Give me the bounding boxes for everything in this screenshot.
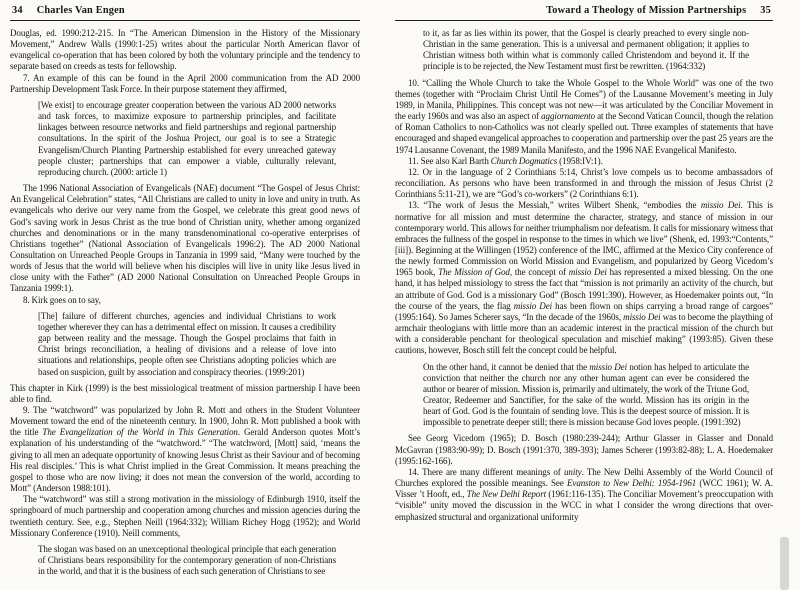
footnote-paragraph: 9. The “watchword” was popularized by John R. Mott and others in the Student Volunteer Movement toward the end of the nineteenth century. In 1900, John R. Mott published a book with the title The Evangelization of the World in This Generation. Gerald Anderson quotes Mott’s explanation of his understanding of the “watchword.” “The watchword, [Mott] said, ‘means the giving to all men an adequate opportunity of knowing Jesus Christ as their Saviour and of becoming His real disciples.’ This is what Christ implied in the Great Commission. It means preaching the gospel to those who are now living; it does not mean the conversion of the world, according to Mott” (Anderson 1988:101). — [10, 405, 360, 494]
running-head: Charles Van Engen — [36, 5, 125, 16]
header-rule — [395, 20, 773, 21]
footnotes-column-left — [10, 28, 360, 577]
scan-artifact — [780, 537, 789, 590]
block-quote: The slogan was based on an unexceptional theological principle that each generation of Christians bears responsibility for the contemporary generation of non-Christians in the world, and that it is the business of each such generation of Christians to see — [38, 543, 336, 577]
footnote-paragraph: 10. “Calling the Whole Church to take the Whole Gospel to the Whole World” was one of the two themes (together with “Proclaim Christ Until He Comes”) of the Lausanne Movement’s meeting in July 1989, in Manila, Philippines. This concept was not new—it was articulated by the Conciliar Movement in the early 1960s and was also an aspect of aggiornamento at the Second Vatican Council, though the relation of Roman Catholics to non-Catholics was not clearly spelled out. Three examples of statements that have encouraged and shaped evangelical approaches to cooperation and partnership over the past 25 years are the 1974 Lausanne Covenant, the 1989 Manila Manifesto, and the 1996 NAE Evangelical Manifesto. — [395, 77, 773, 155]
footnote-paragraph: See Georg Vicedom (1965); D. Bosch (1980:239-244); Arthur Glasser in Glasser and Donald McGavran (1983:90-99); D. Bosch (1991:370, 389-393); James Scherer (1993:82-88); L. A. Hoedemaker (1995:162-166). — [395, 433, 773, 466]
footnotes-column-right — [395, 28, 773, 523]
footnote-paragraph: 7. An example of this can be found in the April 2000 communication from the AD 2000 Partnership Development Task Force. In their purpose statement they affirmed, — [10, 72, 360, 94]
footnote-paragraph: 12. Or in the language of 2 Corinthians 5:14, Christ’s love compels us to become ambassadors of reconciliation. As persons who have been transformed in and through the mission of Jesus Christ (2 Corinthians 5:11-21), we are “God’s co-workers” (2 Corinthians 6:1). — [395, 166, 773, 200]
page-header-left — [12, 5, 358, 16]
footnote-paragraph: Douglas, ed. 1990:212-215. In “The American Dimension in the History of the Missionary Movement,” Andrew Walls (1990:1-25) writes about the particular North American flavor of evangelical co-operation that has been colored by both the voluntary principle and the tendency to separate based on creeds as tests for fellowship. — [10, 28, 360, 72]
footnote-paragraph: This chapter in Kirk (1999) is the best missiological treatment of mission partnership I have been able to find. — [10, 382, 360, 404]
page-number: 34 — [12, 5, 23, 16]
footnote-paragraph: 8. Kirk goes on to say, — [23, 294, 101, 305]
book-page-right — [395, 5, 773, 587]
block-quote: On the other hand, it cannot be denied that the missio Dei notion has helped to articulate the conviction that neither the church nor any other human agent can ever be considered the author or bearer of mission. Mission is, primarily and ultimately, the work of the Triune God, Creator, Redeemer and Sanctifier, for the sake of the world. Mission has its origin in the heart of God. God is the fountain of sending love. This is the deepest source of mission. It is impossible to penetrate deeper still; there is mission because God loves people. (1991:392) — [423, 361, 749, 428]
page-number: 35 — [760, 5, 771, 16]
block-quote: [The] failure of different churches, agencies and individual Christians to work together wherever they can has a detrimental effect on mission. It causes a credibility gap between reality and the message. Though the Gospel proclaims that faith in Christ brings reconciliation, a healing of divisions and a release of love into situations and relationships, people often see Christians adopting policies which are based on suspicion, guilt by association and conspiracy theories. (1999:201) — [38, 310, 336, 377]
footnote-paragraph: 11. See also Karl Barth Church Dogmatics (1958:IV:1). — [408, 155, 603, 166]
footnote-paragraph: 14. There are many different meanings of unity. The New Delhi Assembly of the World Council of Churches explored the possible meanings. See Evanston to New Delhi: 1954-1961 (WCC 1961); W. A. Visser ’t Hooft, ed., The New Delhi Report (1961:116-135). The Conciliar Movement’s preoccupation with “visible” unity moved the discussion in the WCC in what I consider the wrong directions that over-emphasized structural and organizational uniformity — [395, 466, 773, 522]
footnote-paragraph: 13. “The work of Jesus the Messiah,” writes Wilbert Shenk, “embodies the missio Dei. This is normative for all mission and must determine the character, strategy, and stance of mission in our contemporary world. This allows for neither triumphalism nor defeatism. It calls for missionary witness that embraces the fullness of the gospel in response to the times in which we live” (Shenk, ed. 1993:“Contents,” [iii]). Beginning at the Willingen (1952) conference of the IMC, affirmed at the Mexico City conference of the newly formed Commission on World Mission and Evangelism, and popularized by Georg Vicedom’s 1965 book, The Mission of God, the concept of missio Dei has represented a mixed blessing. On the one hand, it has helped missiology to stress the fact that “mission is not primarily an activity of the church, but an attribute of God. God is a missionary God” (Bosch 1991:390). However, as Hoedemaker points out, “In the course of the years, the flag missio Dei has been flown on ships carrying a broad range of cargoes” (1995:164). So James Scherer says, “In the decade of the 1960s, missio Dei was to become the plaything of armchair theologians with little more than an academic interest in the practical mission of the church but with a considerable penchant for theological speculation and mischief making” (1993:85). Given these cautions, however, Bosch still felt the concept could be helpful. — [395, 200, 773, 356]
footnote-paragraph: The “watchword” was still a strong motivation in the missiology of Edinburgh 1910, itself the springboard of much partnership and cooperation among churches and mission agencies during the twentieth century. See, e.g., Stephen Neill (1964:332); William Richey Hogg (1952); and World Missionary Conference (1910). Neill comments, — [10, 494, 360, 538]
running-head: Toward a Theology of Mission Partnerships — [546, 5, 747, 16]
page-header-right — [397, 5, 771, 16]
block-quote: [We exist] to encourage greater cooperation between the various AD 2000 networks and task forces, to maximize exposure to partnership principles, and facilitate linkages between resource networks and field partnerships and regional partnership consultations. In the spirit of the Joshua Project, our goal is to see a Strategic Evangelism/Church Planting Partnership established for every unreached gateway people cluster; partnerships that can empower a viable, culturally relevant, reproducing church. (2000: article 1) — [38, 99, 336, 177]
footnote-paragraph: The 1996 National Association of Evangelicals (NAE) document “The Gospel of Jesus Christ: An Evangelical Celebration” states, “All Christians are called to unity in love and unity in truth. As evangelicals who derive our very name from the Gospel, we celebrate this great good news of God’s saving work in Jesus Christ as the true bond of Christian unity, whether among organized churches and denominations or in the many transdenominational co-operative enterprises of Christians together” (National Association of Evangelicals 1996:2). The AD 2000 National Consultation on Unreached People Groups in Tanzania in 1999 said, “Many were touched by the words of Jesus that the world will believe when his disciples will live in unity like Jesus lived in close unity with the Father” (AD 2000 National Consultation on Unreached People Groups in Tanzania 1999:1). — [10, 183, 360, 294]
book-page-left — [10, 5, 360, 587]
block-quote: to it, as far as lies within its power, that the Gospel is clearly preached to every single non-Christian in the same generation. This is a universal and permanent obligation; it applies to Christian witness both within what is commonly called Christendom and beyond it. If the principle is to be rejected, the New Testament must first be rewritten. (1964:332) — [423, 28, 749, 72]
header-rule — [10, 20, 360, 21]
